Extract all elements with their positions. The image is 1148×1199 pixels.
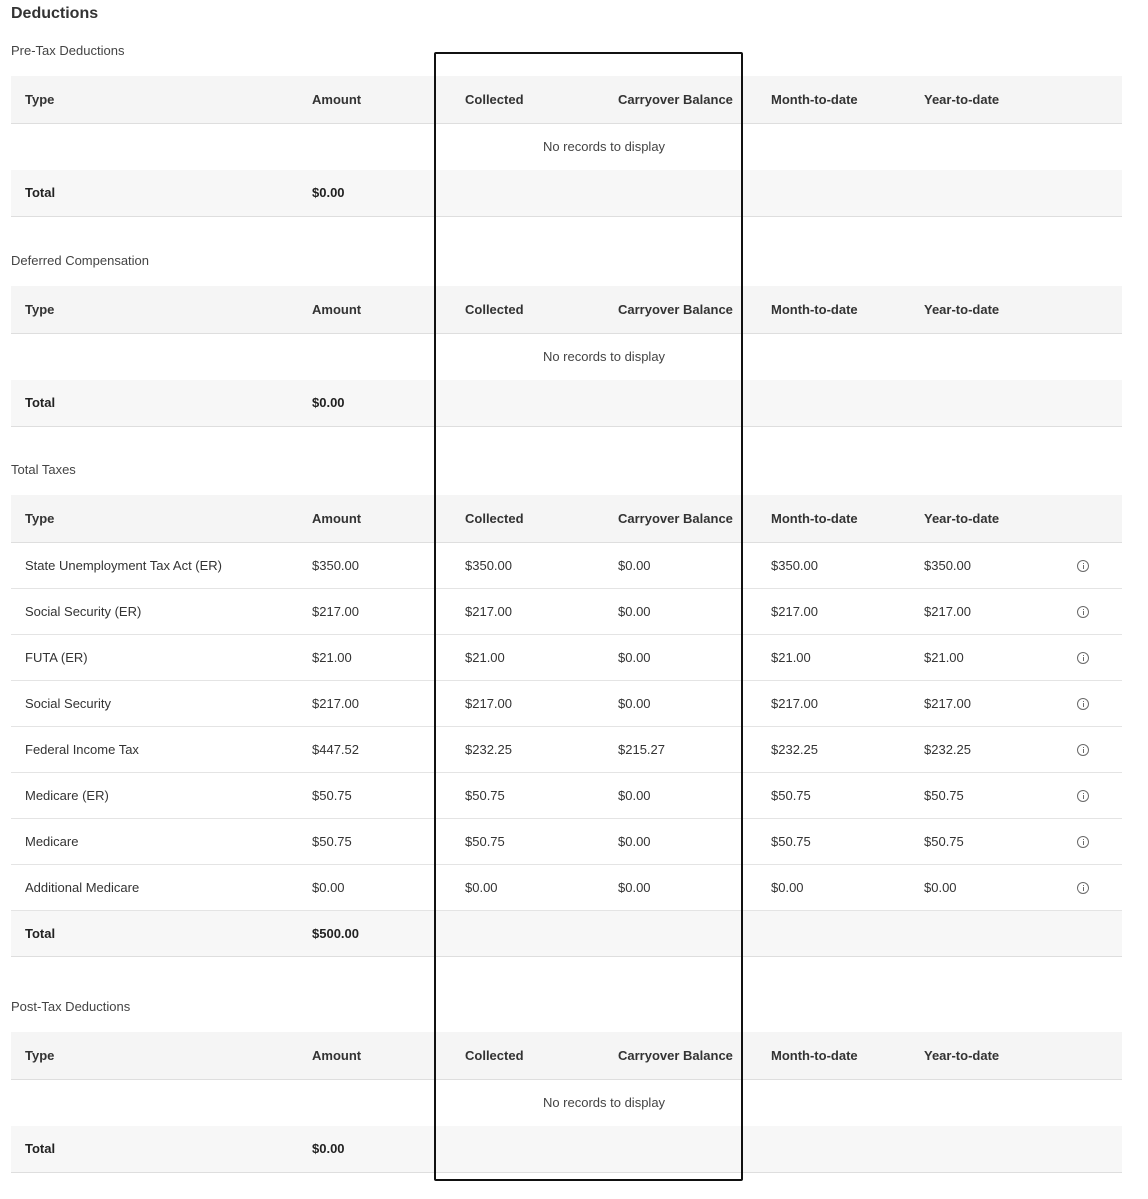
section-gap [11, 271, 1122, 286]
cell-collected: $0.00 [465, 879, 498, 895]
cell-type: Medicare [25, 833, 79, 849]
deductions-table [11, 76, 1122, 217]
info-icon[interactable] [1077, 836, 1089, 848]
section-title: Pre-Tax Deductions [11, 43, 125, 58]
info-icon[interactable] [1077, 744, 1089, 756]
deductions-table [11, 286, 1122, 427]
cell-carryover: $0.00 [618, 695, 651, 711]
empty-spacer [11, 333, 298, 380]
info-icon[interactable] [1077, 606, 1089, 618]
empty-spacer [298, 123, 451, 170]
cell-mtd: $217.00 [771, 695, 818, 711]
total-amount: $500.00 [312, 925, 359, 941]
empty-row [11, 1079, 1122, 1126]
cell-info [1063, 818, 1122, 864]
cell-collected: $232.25 [465, 741, 512, 757]
total-label: Total [25, 1141, 56, 1157]
column-header-actions [1063, 1032, 1122, 1079]
cell-ytd: $217.00 [924, 603, 971, 619]
section-title: Deferred Compensation [11, 253, 150, 268]
column-header[interactable]: Month-to-date [771, 1047, 858, 1063]
column-header[interactable]: Year-to-date [924, 1047, 1000, 1063]
no-records-message: No records to display [542, 349, 666, 365]
cell-ytd: $217.00 [924, 695, 971, 711]
empty-spacer [298, 333, 451, 380]
column-header[interactable]: Collected [465, 91, 524, 107]
table-header-row [11, 495, 1122, 542]
cell-ytd: $0.00 [924, 879, 957, 895]
cell-collected: $50.75 [465, 787, 505, 803]
empty-row [11, 333, 1122, 380]
section-gap [11, 61, 1122, 76]
info-icon[interactable] [1077, 560, 1089, 572]
total-label: Total [25, 395, 56, 411]
column-header[interactable]: Carryover Balance [618, 1047, 733, 1063]
section-title: Post-Tax Deductions [11, 999, 131, 1014]
cell-carryover: $0.00 [618, 787, 651, 803]
table-row [11, 588, 1122, 634]
column-header[interactable]: Year-to-date [924, 91, 1000, 107]
cell-info [1063, 680, 1122, 726]
column-header-actions [1063, 495, 1122, 542]
info-icon[interactable] [1077, 882, 1089, 894]
cell-mtd: $0.00 [771, 879, 804, 895]
empty-spacer [298, 1079, 451, 1126]
cell-type: Medicare (ER) [25, 787, 109, 803]
info-icon[interactable] [1077, 698, 1089, 710]
column-header[interactable]: Month-to-date [771, 510, 858, 526]
cell-type: Social Security (ER) [25, 603, 142, 619]
column-header[interactable]: Amount [312, 301, 362, 317]
cell-mtd: $232.25 [771, 741, 818, 757]
no-records-message: No records to display [542, 139, 666, 155]
column-header-actions [1063, 76, 1122, 123]
empty-row [11, 123, 1122, 170]
cell-collected: $21.00 [465, 649, 505, 665]
total-spacer [451, 1126, 1122, 1172]
cell-ytd: $21.00 [924, 649, 964, 665]
column-header[interactable]: Collected [465, 510, 524, 526]
table-row [11, 726, 1122, 772]
cell-mtd: $50.75 [771, 787, 811, 803]
column-header-actions [1063, 286, 1122, 333]
cell-info [1063, 588, 1122, 634]
cell-carryover: $0.00 [618, 603, 651, 619]
total-row [11, 1126, 1122, 1172]
cell-type: Social Security [25, 695, 111, 711]
cell-amount: $217.00 [312, 695, 359, 711]
table-row [11, 542, 1122, 588]
cell-info [1063, 726, 1122, 772]
table-header-row [11, 286, 1122, 333]
total-label: Total [25, 185, 56, 201]
total-row [11, 380, 1122, 426]
cell-ytd: $232.25 [924, 741, 971, 757]
total-amount: $0.00 [312, 1141, 345, 1157]
column-header[interactable]: Year-to-date [924, 510, 1000, 526]
total-spacer [451, 380, 1122, 426]
column-header[interactable]: Amount [312, 1047, 362, 1063]
cell-carryover: $0.00 [618, 879, 651, 895]
deductions-table [11, 1032, 1122, 1173]
empty-spacer [757, 123, 1122, 170]
column-header[interactable]: Type [25, 1047, 55, 1063]
cell-mtd: $350.00 [771, 557, 818, 573]
cell-info [1063, 772, 1122, 818]
cell-collected: $50.75 [465, 833, 505, 849]
total-amount: $0.00 [312, 395, 345, 411]
table-row [11, 634, 1122, 680]
total-row [11, 910, 1122, 956]
column-header[interactable]: Type [25, 510, 55, 526]
total-label: Total [25, 925, 56, 941]
section-title: Total Taxes [11, 462, 76, 477]
cell-ytd: $50.75 [924, 833, 964, 849]
cell-ytd: $350.00 [924, 557, 971, 573]
table-row [11, 818, 1122, 864]
table-row [11, 864, 1122, 910]
empty-spacer [757, 1079, 1122, 1126]
table-row [11, 680, 1122, 726]
cell-info [1063, 864, 1122, 910]
empty-spacer [757, 333, 1122, 380]
total-row [11, 170, 1122, 216]
total-spacer [451, 910, 1122, 956]
no-records-message: No records to display [542, 1095, 666, 1111]
column-header[interactable]: Type [25, 301, 55, 317]
cell-mtd: $217.00 [771, 603, 818, 619]
cell-type: Federal Income Tax [25, 741, 139, 757]
cell-type: State Unemployment Tax Act (ER) [25, 557, 223, 573]
cell-carryover: $0.00 [618, 649, 651, 665]
column-header[interactable]: Carryover Balance [618, 91, 733, 107]
column-header[interactable]: Type [25, 91, 55, 107]
info-icon[interactable] [1077, 790, 1089, 802]
info-icon[interactable] [1077, 652, 1089, 664]
cell-amount: $217.00 [312, 603, 359, 619]
cell-info [1063, 634, 1122, 680]
cell-type: Additional Medicare [25, 879, 140, 895]
column-header[interactable]: Month-to-date [771, 91, 858, 107]
column-header[interactable]: Amount [312, 91, 362, 107]
section-1 [11, 251, 1122, 427]
total-spacer [451, 170, 1122, 216]
cell-amount: $447.52 [312, 741, 359, 757]
section-2 [11, 460, 1122, 957]
cell-mtd: $21.00 [771, 649, 811, 665]
cell-collected: $217.00 [465, 695, 512, 711]
cell-type: FUTA (ER) [25, 649, 88, 665]
column-header[interactable]: Collected [465, 1047, 524, 1063]
column-header[interactable]: Month-to-date [771, 301, 858, 317]
table-header-row [11, 76, 1122, 123]
column-header[interactable]: Year-to-date [924, 301, 1000, 317]
cell-carryover: $0.00 [618, 833, 651, 849]
table-header-row [11, 1032, 1122, 1079]
column-header[interactable]: Carryover Balance [618, 301, 733, 317]
section-gap [11, 1017, 1122, 1032]
cell-collected: $217.00 [465, 603, 512, 619]
section-gap [11, 480, 1122, 495]
deductions-table [11, 495, 1122, 957]
column-header[interactable]: Carryover Balance [618, 510, 733, 526]
column-header[interactable]: Collected [465, 301, 524, 317]
section-3 [11, 997, 1122, 1173]
cell-collected: $350.00 [465, 557, 512, 573]
cell-mtd: $50.75 [771, 833, 811, 849]
empty-spacer [11, 123, 298, 170]
cell-carryover: $0.00 [618, 557, 651, 573]
cell-amount: $21.00 [312, 649, 352, 665]
empty-spacer [11, 1079, 298, 1126]
page-title: Deductions [11, 5, 99, 22]
cell-info [1063, 542, 1122, 588]
cell-carryover: $215.27 [618, 741, 665, 757]
cell-ytd: $50.75 [924, 787, 964, 803]
column-header[interactable]: Amount [312, 510, 362, 526]
cell-amount: $0.00 [312, 879, 345, 895]
total-amount: $0.00 [312, 185, 345, 201]
section-0 [11, 41, 1122, 217]
cell-amount: $350.00 [312, 557, 359, 573]
cell-amount: $50.75 [312, 787, 352, 803]
cell-amount: $50.75 [312, 833, 352, 849]
table-row [11, 772, 1122, 818]
